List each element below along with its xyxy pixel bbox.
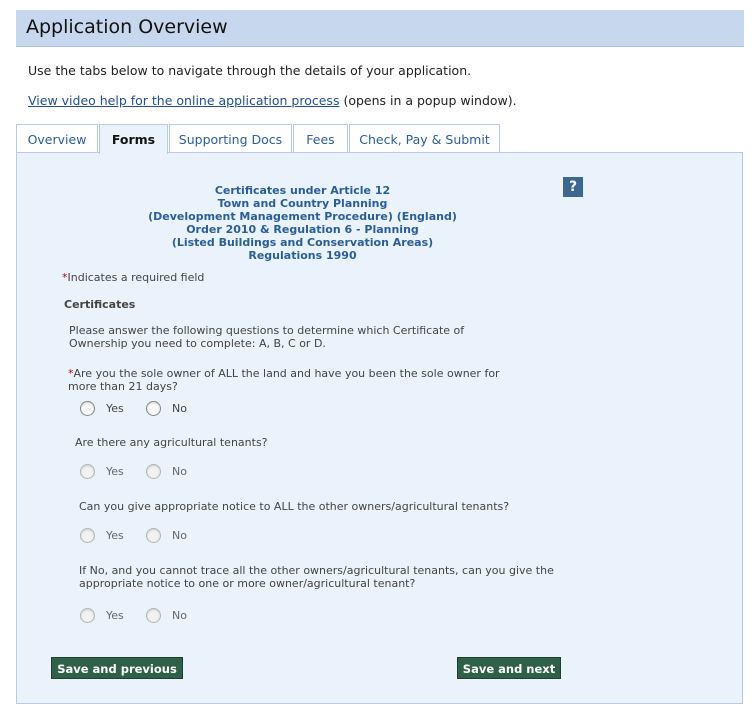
- radio-button[interactable]: [146, 608, 161, 623]
- give-notice-all-radio-group: [80, 528, 220, 544]
- save-and-previous-button[interactable]: Save and previous: [51, 657, 183, 679]
- radio-label: Yes: [106, 402, 124, 415]
- sole-owner-radio-group: [80, 401, 220, 417]
- tab-supporting-docs[interactable]: Supporting Docs: [169, 124, 292, 152]
- required-star: *: [68, 367, 74, 380]
- radio-button[interactable]: [80, 528, 95, 543]
- tab-overview[interactable]: Overview: [16, 124, 98, 152]
- question-text: Can you give appropriate notice to ALL the other owners/agricultural tenants?: [79, 500, 510, 513]
- tab-fees[interactable]: Fees: [293, 124, 348, 152]
- agricultural-tenants-no-option[interactable]: [146, 464, 196, 480]
- radio-button[interactable]: [80, 608, 95, 623]
- save-and-next-button[interactable]: Save and next: [457, 657, 561, 679]
- radio-button[interactable]: [80, 464, 95, 479]
- radio-label: Yes: [106, 609, 124, 622]
- radio-label: No: [172, 609, 187, 622]
- intro-text: Use the tabs below to navigate through the details of your application.: [28, 63, 472, 78]
- heading-line: Order 2010 & Regulation 6 - Planning: [186, 223, 419, 236]
- page-title: Application Overview: [26, 16, 228, 38]
- agricultural-tenants-yes-option[interactable]: [80, 464, 130, 480]
- sole-owner-yes-option[interactable]: [80, 401, 130, 417]
- video-help-suffix: (opens in a popup window).: [339, 93, 517, 108]
- required-field-note: [62, 271, 204, 284]
- video-help-line: [28, 93, 517, 108]
- certificates-heading: [130, 184, 475, 262]
- heading-line: (Development Management Procedure) (England): [148, 210, 457, 223]
- title-bar: [16, 10, 744, 47]
- instruction-text: Please answer the following questions to determine which Certificate of Ownership you need to complete: A, B, C or D.: [69, 324, 465, 350]
- tab-forms[interactable]: Forms: [99, 124, 168, 154]
- give-notice-all-no-option[interactable]: [146, 528, 196, 544]
- radio-label: Yes: [106, 529, 124, 542]
- radio-button[interactable]: [146, 464, 161, 479]
- heading-line: Regulations 1990: [248, 249, 357, 262]
- radio-label: Yes: [106, 465, 124, 478]
- radio-button[interactable]: [146, 401, 161, 416]
- required-note-text: Indicates a required field: [67, 271, 205, 284]
- question-give-notice-all: [79, 500, 559, 513]
- cannot-trace-no-option[interactable]: [146, 608, 196, 624]
- question-agricultural-tenants: [75, 436, 535, 449]
- give-notice-all-yes-option[interactable]: [80, 528, 130, 544]
- cannot-trace-radio-group: [80, 608, 220, 624]
- required-star: *: [62, 271, 68, 284]
- radio-button[interactable]: [146, 528, 161, 543]
- help-button[interactable]: ?: [563, 177, 583, 197]
- agricultural-tenants-radio-group: [80, 464, 220, 480]
- question-text: Are you the sole owner of ALL the land and have you been the sole owner for more than 21 days?: [68, 367, 500, 393]
- sole-owner-no-option[interactable]: [146, 401, 196, 417]
- question-cannot-trace: [79, 564, 579, 590]
- radio-label: No: [172, 465, 187, 478]
- heading-line: Town and Country Planning: [217, 197, 388, 210]
- section-label: Certificates: [64, 298, 136, 311]
- cannot-trace-yes-option[interactable]: [80, 608, 130, 624]
- question-sole-owner: [68, 367, 528, 393]
- heading-line: Certificates under Article 12: [214, 184, 391, 197]
- heading-line: (Listed Buildings and Conservation Areas): [171, 236, 434, 249]
- video-help-link[interactable]: View video help for the online application process: [28, 93, 340, 108]
- question-text: If No, and you cannot trace all the other owners/agricultural tenants, can you give the appropriate notice to one or more owner/agricultural tenant?: [79, 564, 554, 590]
- radio-label: No: [172, 402, 187, 415]
- radio-button[interactable]: [80, 401, 95, 416]
- tab-check-pay-submit[interactable]: Check, Pay & Submit: [349, 124, 500, 152]
- question-text: Are there any agricultural tenants?: [75, 436, 268, 449]
- radio-label: No: [172, 529, 187, 542]
